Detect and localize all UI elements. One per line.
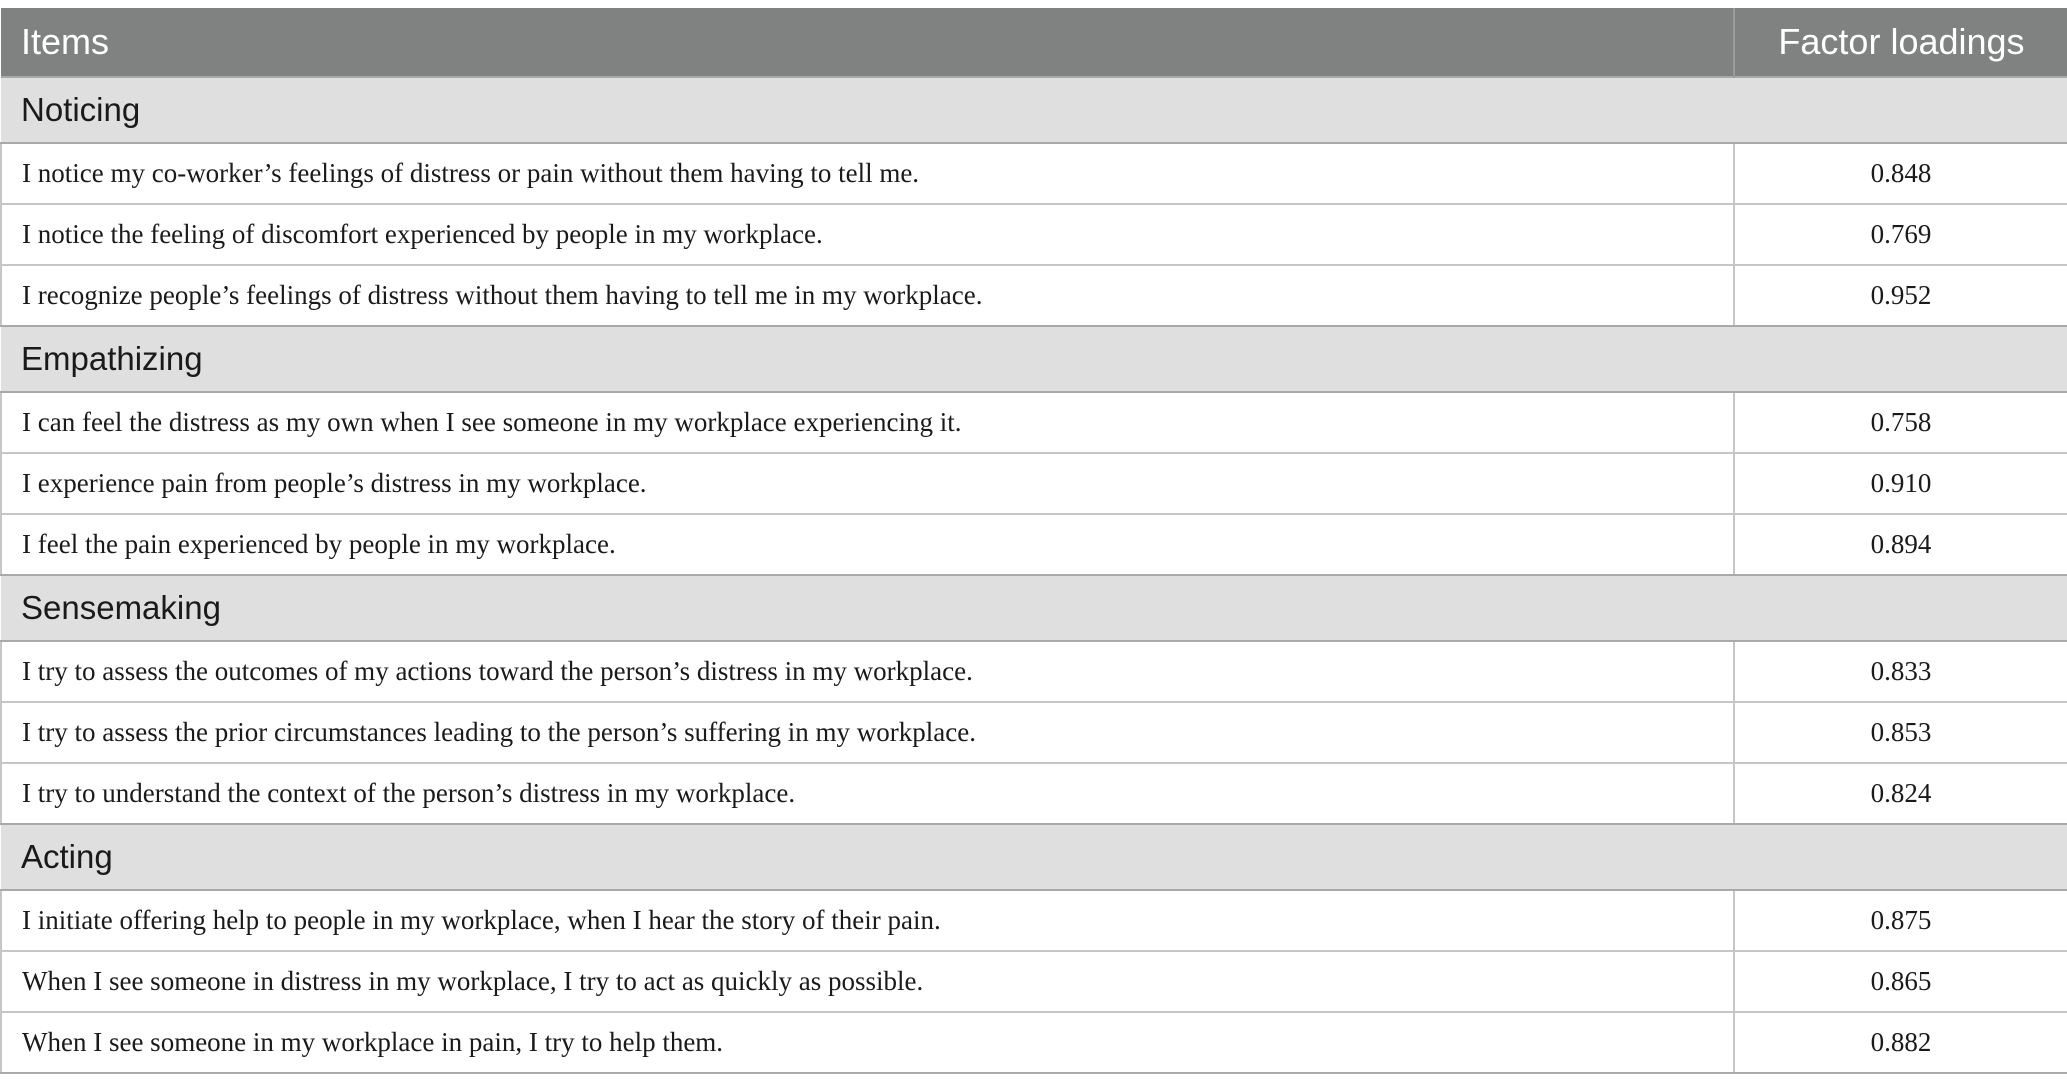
factor-loading: 0.833 <box>1734 641 2067 702</box>
factor-loading: 0.758 <box>1734 392 2067 453</box>
factor-loading: 0.865 <box>1734 951 2067 1012</box>
factor-loading: 0.910 <box>1734 453 2067 514</box>
item-text: I notice the feeling of discomfort experienced by people in my workplace. <box>1 204 1734 265</box>
item-text: When I see someone in distress in my workplace, I try to act as quickly as possible. <box>1 951 1734 1012</box>
item-text: When I see someone in my workplace in pain, I try to help them. <box>1 1012 1734 1073</box>
table-row <box>1 890 2067 951</box>
header-factor-loadings: Factor loadings <box>1734 8 2067 77</box>
item-text: I recognize people’s feelings of distress without them having to tell me in my workplace. <box>1 265 1734 326</box>
table-row <box>1 1012 2067 1073</box>
section-row <box>1 824 2067 890</box>
section-row <box>1 575 2067 641</box>
section-title: Noticing <box>1 77 2067 143</box>
item-text: I experience pain from people’s distress in my workplace. <box>1 453 1734 514</box>
item-text: I notice my co-worker’s feelings of distress or pain without them having to tell me. <box>1 143 1734 204</box>
table-row <box>1 641 2067 702</box>
factor-loading: 0.882 <box>1734 1012 2067 1073</box>
header-items: Items <box>1 8 1734 77</box>
table-row <box>1 392 2067 453</box>
section-title: Acting <box>1 824 2067 890</box>
factor-loadings-table <box>0 8 2067 1074</box>
item-text: I initiate offering help to people in my workplace, when I hear the story of their pain. <box>1 890 1734 951</box>
item-text: I try to assess the prior circumstances leading to the person’s suffering in my workplace. <box>1 702 1734 763</box>
factor-loading: 0.769 <box>1734 204 2067 265</box>
factor-loading: 0.853 <box>1734 702 2067 763</box>
table-row <box>1 951 2067 1012</box>
header-row <box>1 8 2067 77</box>
table-row <box>1 453 2067 514</box>
section-row <box>1 77 2067 143</box>
table-header <box>1 8 2067 77</box>
factor-loading: 0.824 <box>1734 763 2067 824</box>
item-text: I feel the pain experienced by people in my workplace. <box>1 514 1734 575</box>
table-row <box>1 763 2067 824</box>
table-row <box>1 204 2067 265</box>
section-title: Sensemaking <box>1 575 2067 641</box>
factor-loading: 0.894 <box>1734 514 2067 575</box>
factor-loading: 0.848 <box>1734 143 2067 204</box>
table-row <box>1 143 2067 204</box>
item-text: I can feel the distress as my own when I see someone in my workplace experiencing it. <box>1 392 1734 453</box>
table-row <box>1 702 2067 763</box>
factor-loading: 0.952 <box>1734 265 2067 326</box>
item-text: I try to assess the outcomes of my actions toward the person’s distress in my workplace. <box>1 641 1734 702</box>
page <box>0 8 2067 1074</box>
table-row <box>1 265 2067 326</box>
factor-loading: 0.875 <box>1734 890 2067 951</box>
section-title: Empathizing <box>1 326 2067 392</box>
section-row <box>1 326 2067 392</box>
item-text: I try to understand the context of the person’s distress in my workplace. <box>1 763 1734 824</box>
table-row <box>1 514 2067 575</box>
